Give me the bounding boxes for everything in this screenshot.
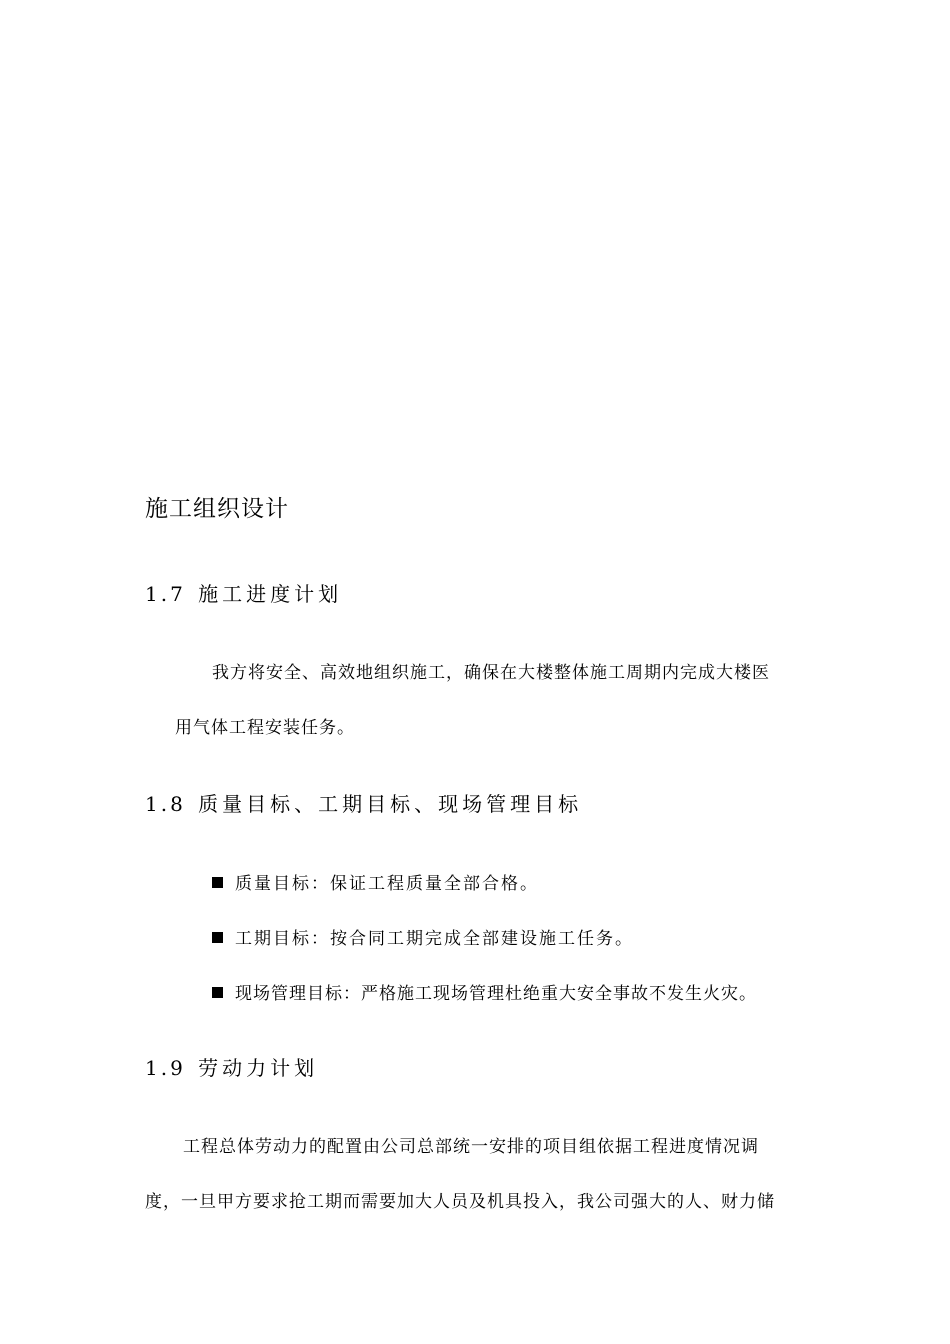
bullet-text: 工期目标：按合同工期完成全部建设施工任务。	[235, 929, 634, 949]
section-title: 质量目标、工期目标、现场管理目标	[198, 792, 583, 816]
paragraph-line: 工程总体劳动力的配置由公司总部统一安排的项目组依据工程进度情况调	[183, 1137, 759, 1157]
section-heading-1-7	[145, 578, 342, 607]
section-number: 1.8	[145, 792, 186, 816]
paragraph-line: 度，一旦甲方要求抢工期而需要加大人员及机具投入，我公司强大的人、财力储	[145, 1192, 775, 1212]
bullet-item	[212, 924, 634, 949]
section-title: 劳动力计划	[198, 1056, 319, 1080]
paragraph-line: 我方将安全、高效地组织施工，确保在大楼整体施工周期内完成大楼医	[212, 663, 770, 683]
square-bullet-icon	[212, 932, 223, 943]
bullet-item	[212, 979, 757, 1004]
section-number: 1.9	[145, 1056, 186, 1080]
square-bullet-icon	[212, 877, 223, 888]
square-bullet-icon	[212, 987, 223, 998]
section-title: 施工进度计划	[198, 582, 343, 606]
section-heading-1-8	[145, 788, 582, 817]
paragraph-line: 用气体工程安装任务。	[175, 718, 355, 738]
section-number: 1.7	[145, 582, 186, 606]
bullet-text: 质量目标：保证工程质量全部合格。	[235, 874, 539, 894]
document-title: 施工组织设计	[145, 496, 289, 522]
bullet-item	[212, 869, 539, 894]
section-heading-1-9	[145, 1052, 318, 1081]
bullet-text: 现场管理目标：严格施工现场管理杜绝重大安全事故不发生火灾。	[235, 984, 757, 1004]
